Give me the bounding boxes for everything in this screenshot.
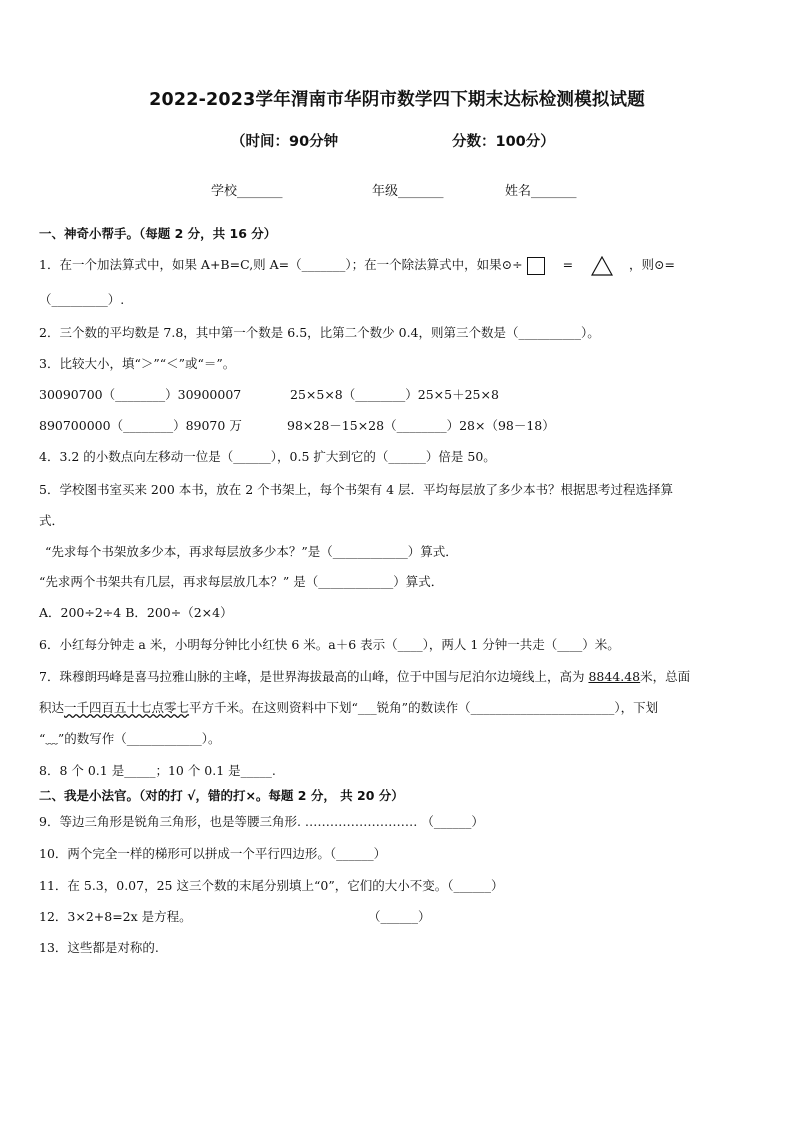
question-5-choices: A．200÷2÷4 B．200÷（2×4） — [39, 605, 233, 620]
question-7 — [39, 667, 690, 685]
question-3-row-2-left: 890700000（________）89070 万 — [39, 418, 242, 433]
section-1-heading: 一、神奇小帮手。（每题 2 分，共 16 分） — [39, 226, 277, 241]
underlined-height: 8844.48 — [588, 669, 641, 684]
question-8: 8．8 个 0.1 是_____；10 个 0.1 是_____. — [39, 763, 276, 778]
name-field: 姓名_______ — [505, 184, 577, 199]
question-7-line-2 — [39, 698, 658, 716]
exam-time: （时间：90分钟 — [231, 134, 339, 150]
question-12-answer-blank: （______） — [368, 909, 431, 924]
section-2-heading: 二、我是小法官。（对的打 √，错的打×。每题 2 分， 共 20 分） — [39, 788, 404, 803]
question-4: 4．3.2 的小数点向左移动一位是（______），0.5 扩大到它的（______）倍是 50。 — [39, 449, 496, 464]
question-3-row-1-left: 30090700（________）30900007 — [39, 387, 242, 402]
question-6: 6．小红每分钟走 a 米，小明每分钟比小红快 6 米。a＋6 表示（____），两人 1 分钟一共走（____）米。 — [39, 637, 620, 652]
question-12: 12．3×2+8=2x 是方程。 — [39, 909, 192, 924]
question-11: 11．在 5.3，0.07，25 这三个数的末尾分别填上“0”，它们的大小不变。（______） — [39, 878, 504, 893]
question-3-row-2-right: 98×28－15×28（________）28×（98－18） — [287, 418, 555, 433]
exam-title: 2022-2023学年渭南市华阴市数学四下期末达标检测模拟试题 — [149, 90, 645, 110]
question-5: 5．学校图书室买来 200 本书，放在 2 个书架上，每个书架有 4 层．平均每层放了多少本书？根据思考过程选择算 — [39, 482, 674, 497]
question-1-continued: （_________）. — [39, 292, 125, 307]
question-7-line-2-end: 平方千米。在这则资料中下划“___锐角”的数读作（_______________________），下划 — [189, 700, 659, 715]
question-3-row-1-right: 25×5×8（________）25×5＋25×8 — [290, 387, 499, 402]
question-9: 9．等边三角形是锐角三角形，也是等腰三角形. ……………………… （______） — [39, 814, 484, 829]
square-symbol — [527, 257, 545, 275]
question-7-text: 7．珠穆朗玛峰是喜马拉雅山脉的主峰，是世界海拔最高的山峰，位于中国与尼泊尔边境线上，高为 — [39, 669, 589, 684]
question-1-part-a: 1．在一个加法算式中，如果 A+B=C,则 A=（_______）；在一个除法算式中，如果⊙÷ — [39, 257, 523, 272]
question-13: 13．这些都是对称的. — [39, 940, 159, 955]
question-1-part-b: ，则⊙= — [629, 257, 675, 272]
grade-field: 年级_______ — [372, 184, 444, 199]
question-7-line-3: “﹏”的数写作（____________）。 — [39, 731, 221, 746]
question-7-text-end: 米，总面 — [640, 669, 691, 684]
question-7-line-2-start: 积达 — [39, 700, 65, 715]
question-5-continued: 式． — [39, 513, 65, 528]
question-2: 2．三个数的平均数是 7.8，其中第一个数是 6.5，比第二个数少 0.4，则第三个数是（__________）。 — [39, 325, 600, 340]
equals-sign: = — [562, 257, 574, 272]
exam-score: 分数：100分） — [452, 134, 555, 150]
question-10: 10．两个完全一样的梯形可以拼成一个平行四边形。（______） — [39, 846, 387, 861]
question-1 — [39, 255, 675, 276]
wavy-underlined-area: 一千四百五十七点零七 — [64, 700, 190, 715]
school-field: 学校_______ — [211, 184, 283, 199]
triangle-symbol — [591, 256, 613, 276]
question-5-option-line-1: “先求每个书架放多少本，再求每层放多少本？”是（____________）算式． — [45, 544, 458, 559]
question-3: 3．比较大小，填“＞”“＜”或“＝”。 — [39, 356, 236, 371]
question-5-option-line-2: “先求两个书架共有几层，再求每层放几本？” 是（____________）算式． — [39, 574, 444, 589]
